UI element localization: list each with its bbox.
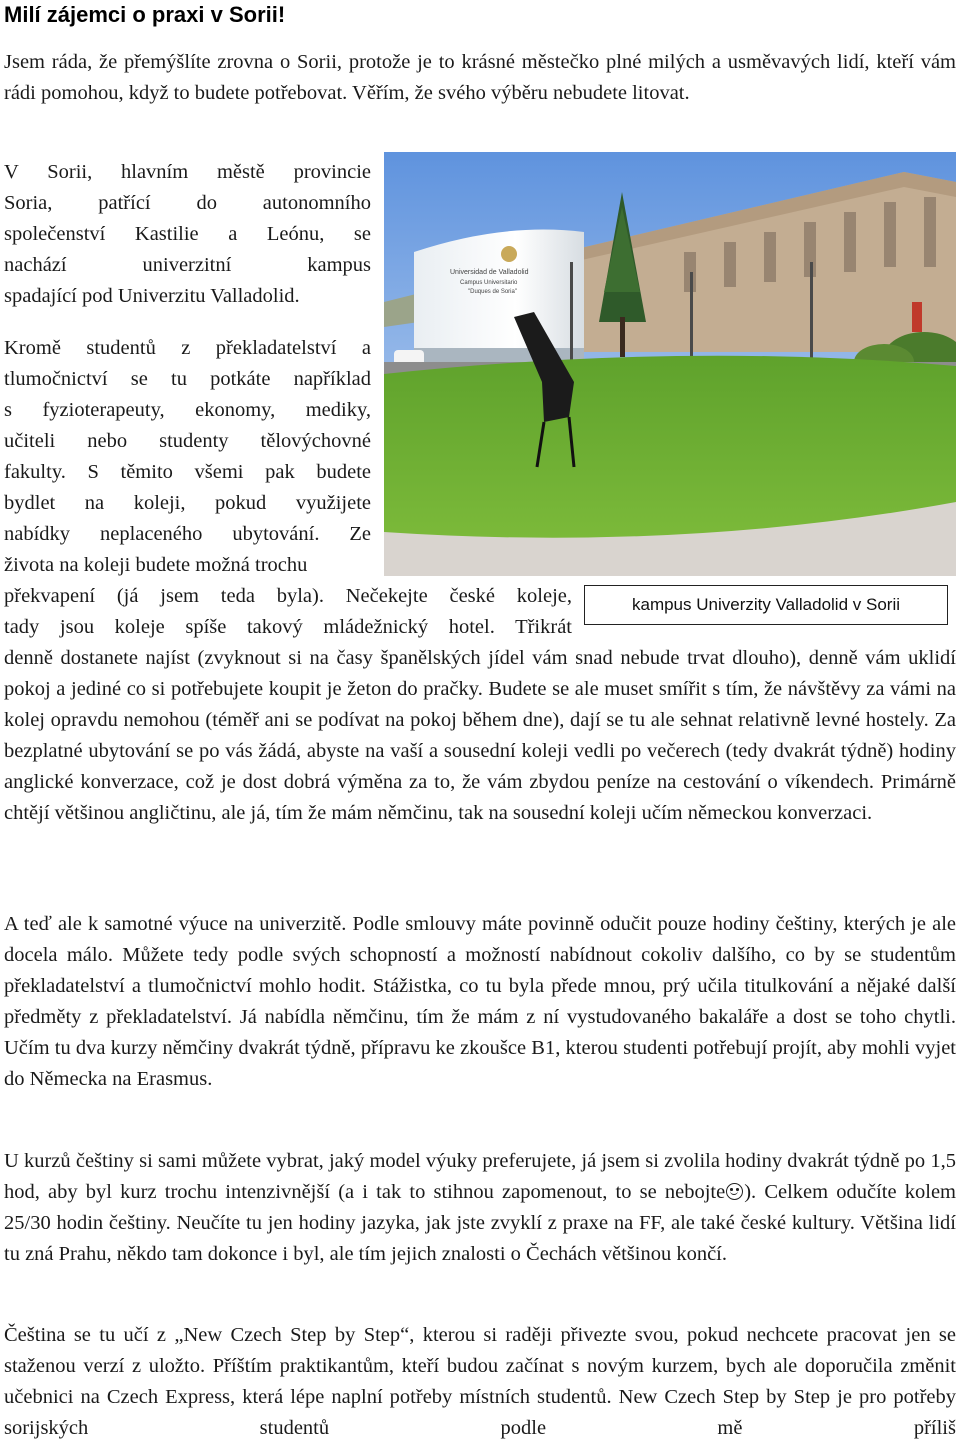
students-paragraph-rest: denně dostanete najíst (zvyknout si na časy španělských jídel vám snad nebude trvat dlouho), denně vám uklidí pokoj a jediné co si potřebujete koupit je žeton do pračky. Budete se ale muset smířit s tím, že návštěvy za vámi na kolej opravdu nemohou (téměř ani se podívat na pokoj během dne), dají se tu ale sehnat relativně levné hostely. Za bezplatné ubytování se po vás žádá, abyste na vaší a sousední koleji vedli po večerech (tedy dvakrát týdně) hodiny anglické konverzace, což je dost dobrá výměna za to, že vám zbydou peníze na cestování o víkendech. Primárně chtějí většinou angličtinu, ale já, tím že mám němčinu, tak na sousední koleji učím německou konverzaci. xyxy=(4,647,956,824)
smiley-icon xyxy=(726,1183,743,1200)
soria-line: Soria, patřící do autonomního xyxy=(4,192,371,214)
students-line: nabídky neplaceného ubytování. Ze xyxy=(4,523,371,545)
soria-line: V Sorii, hlavním městě provincie xyxy=(4,161,371,183)
students-line: učiteli nebo studenty tělovýchovné xyxy=(4,430,371,452)
students-line: bydlet na koleji, pokud využijete xyxy=(4,492,371,514)
soria-line: společenství Kastilie a Leónu, se xyxy=(4,223,371,245)
soria-paragraph xyxy=(4,157,371,312)
students-line: překvapení (já jsem teda byla). Nečekejte české koleje, xyxy=(4,585,572,607)
soria-line: nachází univerzitní kampus xyxy=(4,254,371,276)
soria-line: spadající pod Univerzitu Valladolid. xyxy=(4,285,300,307)
photo-sign-line-3: "Duques de Soria" xyxy=(468,289,517,295)
students-paragraph-narrow xyxy=(4,333,371,581)
intro-paragraph: Jsem ráda, že přemýšlíte zrovna o Sorii, protože je to krásné městečko plné milých a usměvavých lidí, kteří vám rádi pomohou, když to budete potřebovat. Věřím, že svého výběru nebudete litovat. xyxy=(4,51,956,104)
textbook-paragraph: Čeština se tu učí z „New Czech Step by Step“, kterou si raději přivezte svou, pokud nechcete pracovat jen se staženou verzí z uložto. Příštím praktikantům, kteří budou začínat s novým kurzem, bych ale doporučila změnit učebnici na Czech Express, která lépe naplní potřeby místních studentů. New Czech Step by Step je pro potřeby sorijských studentů podle mě příliš xyxy=(4,1324,956,1439)
students-paragraph-mid xyxy=(4,581,572,643)
students-line: Kromě studentů z překladatelství a xyxy=(4,337,371,359)
teaching-paragraph: A teď ale k samotné výuce na univerzitě. Podle smlouvy máte povinně odučit pouze hodiny češtiny, kterých je ale docela málo. Můžete tedy podle svých schopností a možností nabídnout cokoliv dalšího, co by se studentům překladatelství a tlumočnictví mohlo hodit. Stážistka, co tu byla přede mnou, prý učila titulkování a nějaké další předměty z překladatelství. Já nabídla němčinu, tím že mám z ní vystudovaného bakaláře a dost se toho chytli. Učím tu dva kurzy němčiny dvakrát týdně, přípravu ke zkoušce B1, kterou studenti potřebují projít, aby mohli vyjet do Německa na Erasmus. xyxy=(4,913,956,1090)
photo-caption: kampus Univerzity Valladolid v Sorii xyxy=(584,585,948,625)
students-line: s fyzioterapeuty, ekonomy, mediky, xyxy=(4,399,371,421)
students-line: života na koleji budete možná trochu xyxy=(4,554,308,576)
students-line: tlumočnictví se tu potkáte například xyxy=(4,368,371,390)
czech-course-paragraph: U kurzů češtiny si sami můžete vybrat, jaký model výuky preferujete, já jsem si zvolila hodiny dvakrát týdně po 1,5 hod, aby byl kurz trochu intenzivnější (a i tak to stihnou zapomenout, to se nebojte ). Celkem odučíte kolem 25/30 hodin češtiny. Neučíte tu jen hodiny jazyka, jak jste zvyklí z praxe na FF, ale také české kultury. Většina lidí tu zná Prahu, někdo tam dokonce i byl, ale tím jejich znalosti o Čechách většinou končí. xyxy=(4,1150,956,1265)
page-title: Milí zájemci o praxi v Sorii! xyxy=(4,2,286,27)
campus-photo xyxy=(384,152,956,576)
campus-photo-illustration xyxy=(384,152,956,576)
students-line: fakulty. S těmito všemi pak budete xyxy=(4,461,371,483)
students-line: tady jsou koleje spíše takový mládežnický hotel. Třikrát xyxy=(4,616,572,638)
photo-sign-line-1: Universidad de Valladolid xyxy=(450,269,529,276)
photo-sign-line-2: Campus Universitario xyxy=(460,280,518,286)
